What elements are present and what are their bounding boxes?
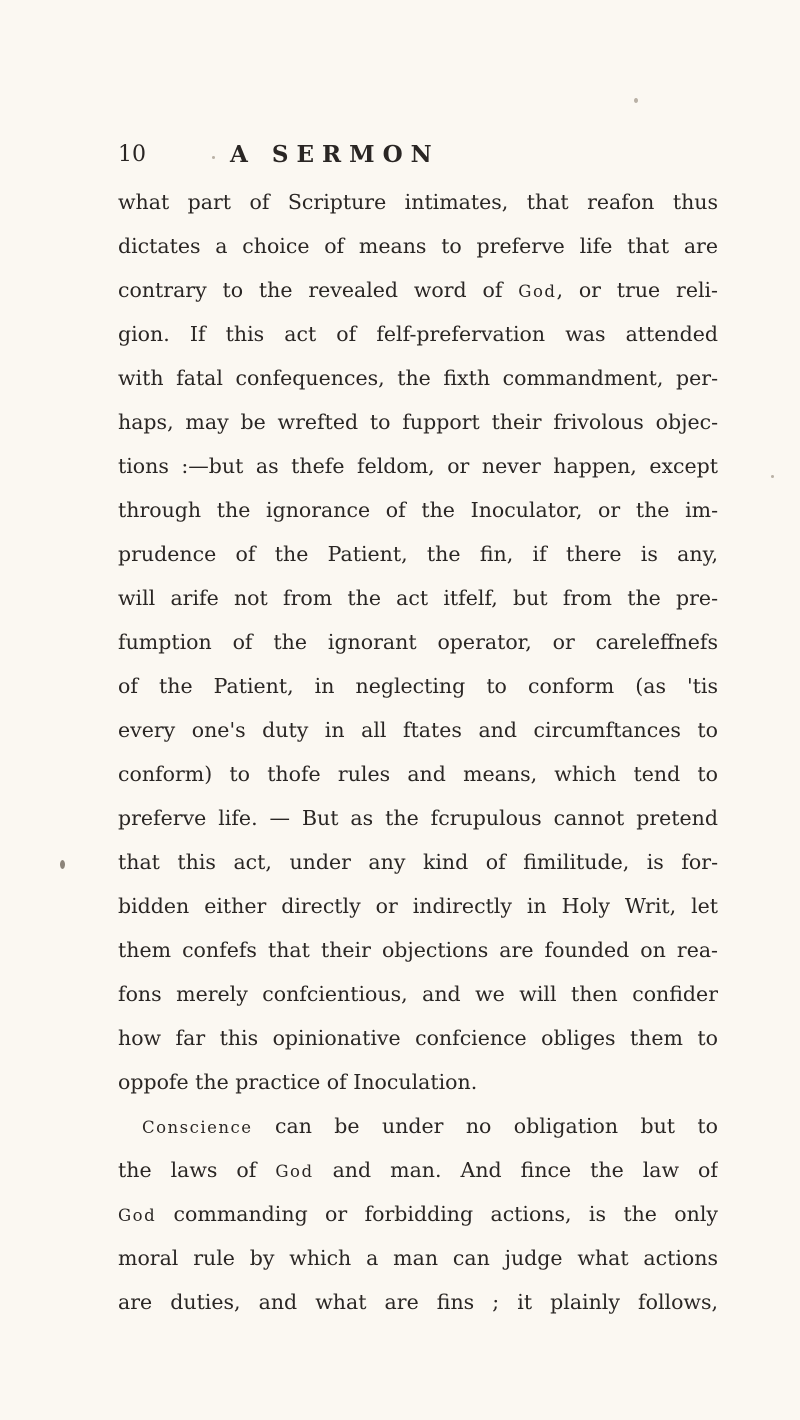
text-line: conform) to thofe rules and means, which tend to: [118, 762, 718, 786]
paper-speck: [634, 98, 638, 103]
paper-speck: [60, 860, 65, 869]
text-line: the laws of God and man. And fince the law of: [118, 1158, 718, 1182]
page-number: 10: [118, 142, 146, 167]
text-line: are duties, and what are fins ; it plainly follows,: [118, 1290, 718, 1314]
text-line: will arife not from the act itfelf, but from the pre-: [118, 586, 718, 610]
running-title: A SERMON: [230, 141, 440, 168]
text-line: haps, may be wrefted to fupport their frivolous objec-: [118, 410, 718, 434]
text-line: tions :—but as thefe feldom, or never happen, except: [118, 454, 718, 478]
text-line: that this act, under any kind of fimilitude, is for-: [118, 850, 718, 874]
text-line: fumption of the ignorant operator, or careleffnefs: [118, 630, 718, 654]
text-line: what part of Scripture intimates, that reafon thus: [118, 190, 718, 214]
text-line: through the ignorance of the Inoculator, or the im-: [118, 498, 718, 522]
text-line: dictates a choice of means to preferve life that are: [118, 234, 718, 258]
paper-speck: [212, 156, 215, 159]
small-caps-god: God: [118, 1206, 157, 1225]
sermon-text: [118, 180, 718, 1324]
text-line: gion. If this act of felf-prefervation was attended: [118, 322, 718, 346]
text-line: of the Patient, in neglecting to conform (as 'tis: [118, 674, 718, 698]
text-line: Conscience can be under no obligation but to: [142, 1114, 718, 1138]
text-line: prudence of the Patient, the fin, if there is any,: [118, 542, 718, 566]
text-line: how far this opinionative confcience obliges them to: [118, 1026, 718, 1050]
text-line: every one's duty in all ftates and circumftances to: [118, 718, 718, 742]
text-line: oppofe the practice of Inoculation.: [118, 1070, 478, 1094]
paper-speck: [771, 475, 774, 478]
text-line: fons merely confcientious, and we will then confider: [118, 982, 718, 1006]
text-line: them confefs that their objections are founded on rea-: [118, 938, 718, 962]
small-caps-god: God: [518, 282, 557, 301]
text-line: contrary to the revealed word of God, or true reli-: [118, 278, 718, 302]
running-head: [118, 140, 718, 170]
text-line: bidden either directly or indirectly in Holy Writ, let: [118, 894, 718, 918]
text-line: God commanding or forbidding actions, is the only: [118, 1202, 718, 1226]
small-caps-conscience: Conscience: [142, 1118, 253, 1137]
text-line: moral rule by which a man can judge what actions: [118, 1246, 718, 1270]
small-caps-god: God: [275, 1162, 314, 1181]
text-line: with fatal confequences, the fixth commandment, per-: [118, 366, 718, 390]
text-line: preferve life. — But as the fcrupulous cannot pretend: [118, 806, 718, 830]
